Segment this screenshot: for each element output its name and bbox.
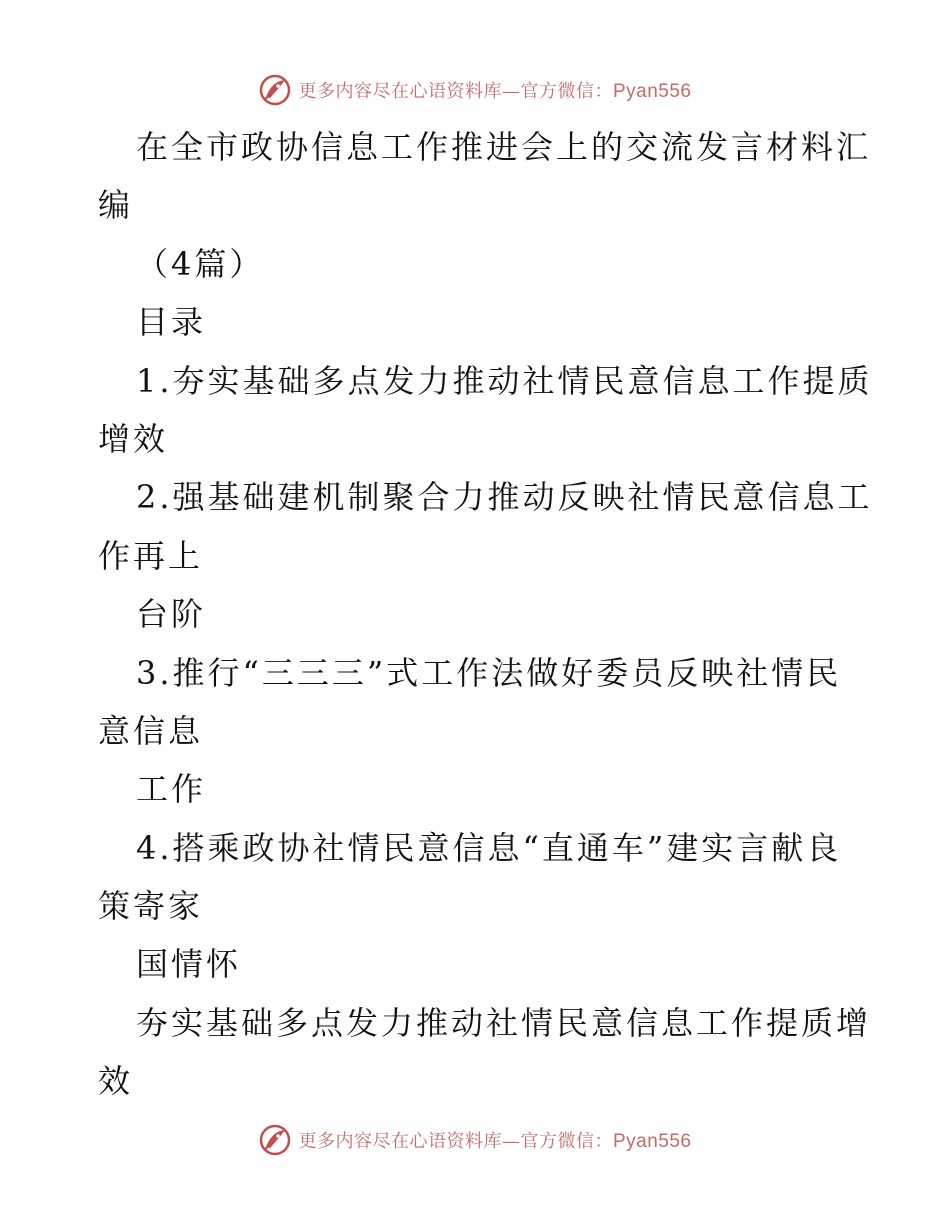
banner-wechat-label: 官方微信： [520,1131,613,1152]
toc-item-1-line-2: 增效 [98,419,169,458]
toc-item-2-line-2: 作再上 [98,536,204,575]
banner-wechat-id: Pyan556 [612,81,692,102]
toc-item-4-line-3: 国情怀 [136,945,242,984]
banner-text [298,1127,691,1153]
section-heading-line-2: 效 [98,1062,134,1101]
header-watermark-banner [0,70,950,110]
pen-nib-logo-icon [258,73,292,107]
toc-item-2-line-3: 台阶 [136,595,207,634]
section-heading-line-1: 夯实基础多点发力推动社情民意信息工作提质增 [136,1003,872,1042]
banner-dash: — [501,1131,521,1152]
toc-item-1-line-1: 1.夯实基础多点发力推动社情民意信息工作提质 [136,361,873,400]
toc-item-4-line-2: 策寄家 [98,887,204,926]
toc-item-2-line-1: 2.强基础建机制聚合力推动反映社情民意信息工 [136,478,873,517]
banner-dash: — [501,81,521,102]
toc-heading: 目录 [136,303,207,342]
doc-subtitle: （4篇） [136,244,265,283]
banner-wechat-label: 官方微信： [520,81,613,102]
footer-watermark-banner [0,1120,950,1160]
doc-title-line-2: 编 [98,186,134,225]
toc-item-3-line-2: 意信息 [98,711,204,750]
banner-wechat-id: Pyan556 [612,1131,692,1152]
banner-site-name: 更多内容尽在心语资料库 [298,81,502,102]
banner-site-name: 更多内容尽在心语资料库 [298,1131,502,1152]
toc-item-4-line-1: 4.搭乘政协社情民意信息“直通车”建实言献良 [136,828,842,867]
banner-text [298,77,691,103]
pen-nib-logo-icon [258,1123,292,1157]
document-body [98,118,873,1111]
toc-item-3-line-3: 工作 [136,770,207,809]
doc-title-line-1: 在全市政协信息工作推进会上的交流发言材料汇 [136,128,872,166]
toc-item-3-line-1: 3.推行“三三三”式工作法做好委员反映社情民 [136,653,842,692]
